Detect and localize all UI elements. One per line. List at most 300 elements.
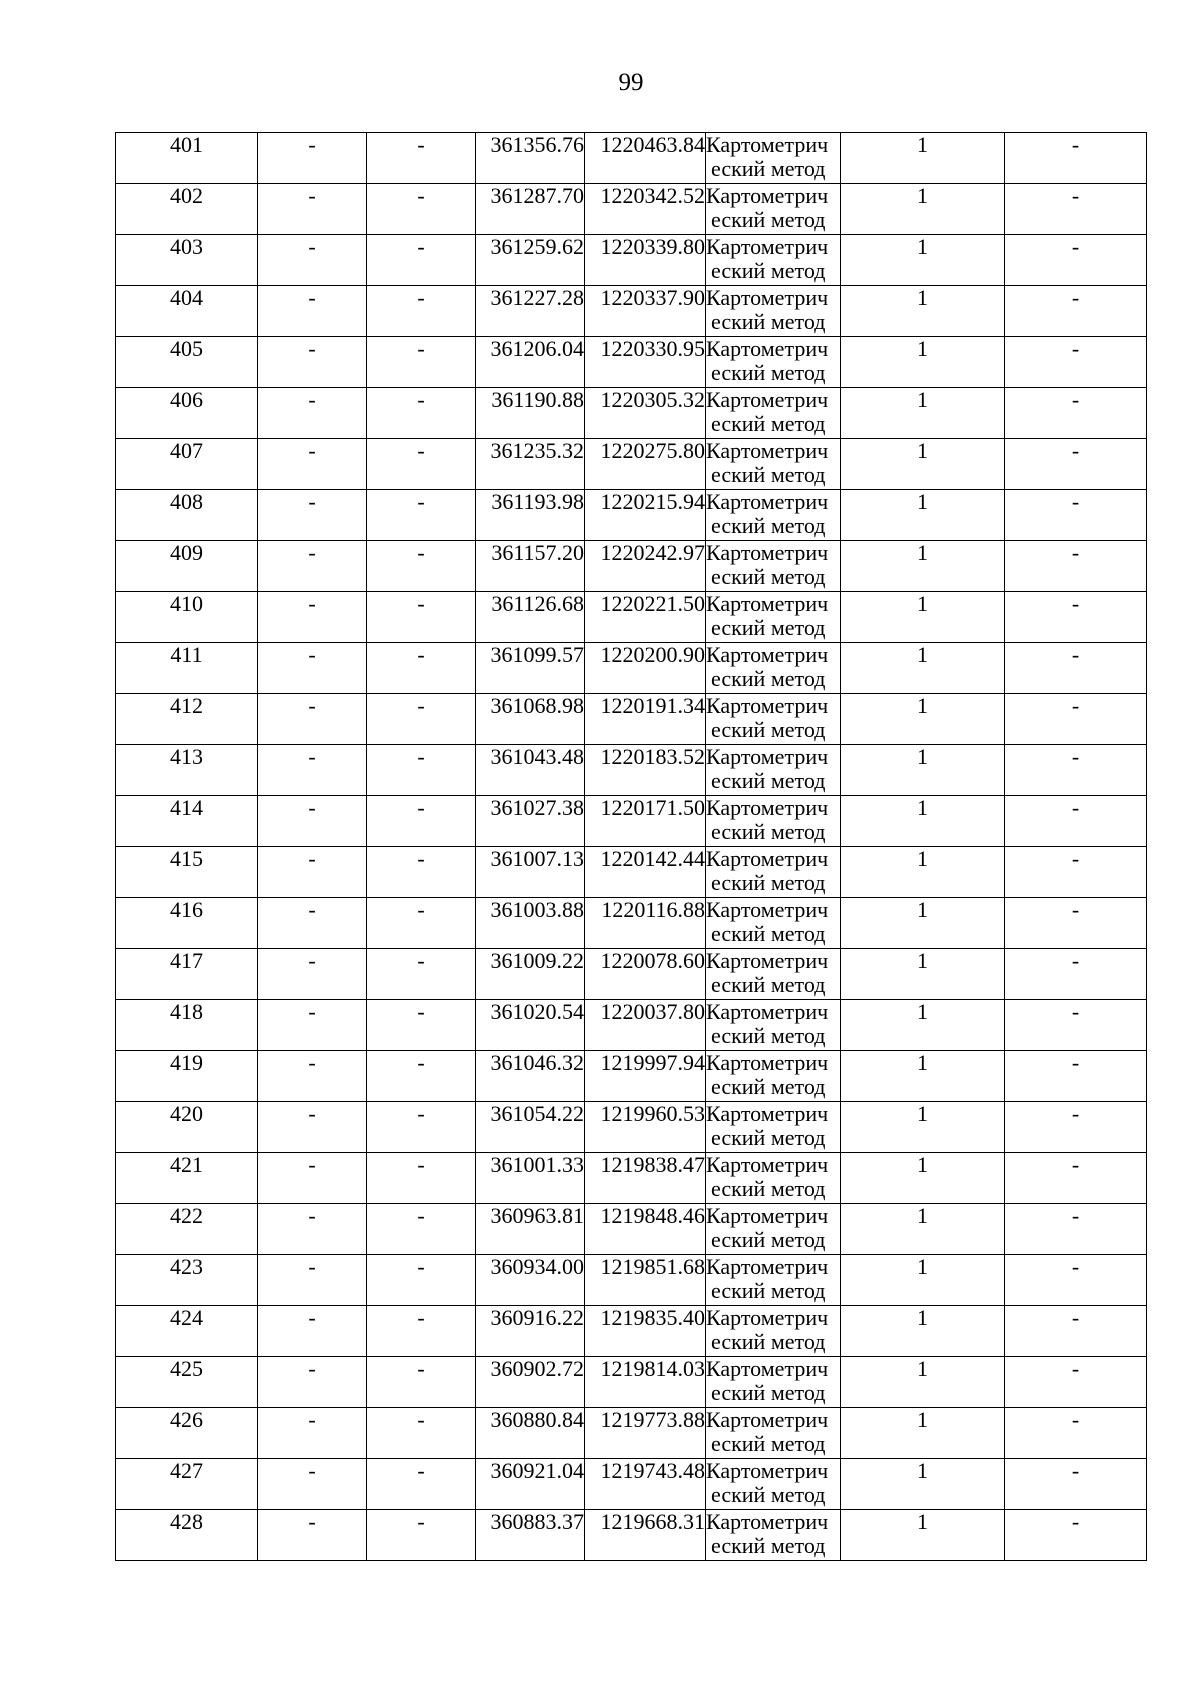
column-3-cell: - xyxy=(367,1153,476,1204)
column-3-cell: - xyxy=(367,796,476,847)
column-8-cell: - xyxy=(1005,1306,1147,1357)
column-3-cell: - xyxy=(367,133,476,184)
method-cell xyxy=(706,1357,841,1408)
point-number-cell: 421 xyxy=(116,1153,258,1204)
y-coordinate-cell: 1220215.94 xyxy=(585,490,706,541)
method-cell xyxy=(706,1051,841,1102)
method-cell xyxy=(706,745,841,796)
method-cell xyxy=(706,286,841,337)
y-coordinate-cell: 1220078.60 xyxy=(585,949,706,1000)
column-3-cell: - xyxy=(367,388,476,439)
method-text-line-2: еский метод xyxy=(711,1278,826,1303)
column-8-cell: - xyxy=(1005,694,1147,745)
point-number-cell: 419 xyxy=(116,1051,258,1102)
table-row xyxy=(116,1459,1147,1510)
column-2-cell: - xyxy=(258,133,367,184)
accuracy-cell: 1 xyxy=(841,235,1005,286)
method-text-line-1: Картометрич xyxy=(706,1407,829,1432)
column-8-cell: - xyxy=(1005,1255,1147,1306)
method-cell xyxy=(706,949,841,1000)
accuracy-cell: 1 xyxy=(841,745,1005,796)
y-coordinate-cell: 1220337.90 xyxy=(585,286,706,337)
table-row xyxy=(116,1204,1147,1255)
table-row xyxy=(116,439,1147,490)
y-coordinate-cell: 1220037.80 xyxy=(585,1000,706,1051)
method-text-line-1: Картометрич xyxy=(706,489,829,514)
accuracy-cell: 1 xyxy=(841,490,1005,541)
accuracy-cell: 1 xyxy=(841,1000,1005,1051)
table-row xyxy=(116,1306,1147,1357)
column-2-cell: - xyxy=(258,286,367,337)
column-8-cell: - xyxy=(1005,133,1147,184)
method-text-line-2: еский метод xyxy=(711,207,826,232)
table-row xyxy=(116,541,1147,592)
accuracy-cell: 1 xyxy=(841,541,1005,592)
method-text-line-2: еский метод xyxy=(711,1176,826,1201)
y-coordinate-cell: 1219960.53 xyxy=(585,1102,706,1153)
table-row xyxy=(116,745,1147,796)
method-text-line-2: еский метод xyxy=(711,258,826,283)
table-row xyxy=(116,1408,1147,1459)
point-number-cell: 415 xyxy=(116,847,258,898)
point-number-cell: 424 xyxy=(116,1306,258,1357)
point-number-cell: 406 xyxy=(116,388,258,439)
method-text-line-2: еский метод xyxy=(711,1533,826,1558)
table-row xyxy=(116,184,1147,235)
accuracy-cell: 1 xyxy=(841,898,1005,949)
column-8-cell: - xyxy=(1005,235,1147,286)
method-text-line-1: Картометрич xyxy=(706,183,829,208)
method-text-line-1: Картометрич xyxy=(706,234,829,259)
column-8-cell: - xyxy=(1005,1102,1147,1153)
point-number-cell: 417 xyxy=(116,949,258,1000)
table-row xyxy=(116,643,1147,694)
table-row xyxy=(116,796,1147,847)
method-text-line-1: Картометрич xyxy=(706,948,829,973)
point-number-cell: 412 xyxy=(116,694,258,745)
method-text-line-1: Картометрич xyxy=(706,1050,829,1075)
column-2-cell: - xyxy=(258,1510,367,1561)
method-cell xyxy=(706,1102,841,1153)
column-2-cell: - xyxy=(258,1255,367,1306)
column-8-cell: - xyxy=(1005,1510,1147,1561)
y-coordinate-cell: 1220191.34 xyxy=(585,694,706,745)
method-text-line-2: еский метод xyxy=(711,615,826,640)
method-text-line-2: еский метод xyxy=(711,870,826,895)
y-coordinate-cell: 1219814.03 xyxy=(585,1357,706,1408)
column-2-cell: - xyxy=(258,745,367,796)
method-cell xyxy=(706,541,841,592)
method-cell xyxy=(706,1000,841,1051)
method-cell xyxy=(706,592,841,643)
method-text-line-2: еский метод xyxy=(711,462,826,487)
x-coordinate-cell: 361099.57 xyxy=(476,643,585,694)
accuracy-cell: 1 xyxy=(841,1306,1005,1357)
column-2-cell: - xyxy=(258,694,367,745)
method-text-line-1: Картометрич xyxy=(706,795,829,820)
column-8-cell: - xyxy=(1005,592,1147,643)
method-cell xyxy=(706,490,841,541)
method-text-line-2: еский метод xyxy=(711,921,826,946)
method-text-line-1: Картометрич xyxy=(706,642,829,667)
method-text-line-2: еский метод xyxy=(711,1023,826,1048)
column-8-cell: - xyxy=(1005,1357,1147,1408)
column-8-cell: - xyxy=(1005,541,1147,592)
method-cell xyxy=(706,1510,841,1561)
method-cell xyxy=(706,388,841,439)
method-cell xyxy=(706,133,841,184)
accuracy-cell: 1 xyxy=(841,949,1005,1000)
accuracy-cell: 1 xyxy=(841,847,1005,898)
accuracy-cell: 1 xyxy=(841,694,1005,745)
x-coordinate-cell: 361190.88 xyxy=(476,388,585,439)
table-row xyxy=(116,1051,1147,1102)
y-coordinate-cell: 1219851.68 xyxy=(585,1255,706,1306)
method-text-line-1: Картометрич xyxy=(706,132,829,157)
column-2-cell: - xyxy=(258,1204,367,1255)
column-2-cell: - xyxy=(258,1000,367,1051)
accuracy-cell: 1 xyxy=(841,1204,1005,1255)
point-number-cell: 410 xyxy=(116,592,258,643)
point-number-cell: 427 xyxy=(116,1459,258,1510)
method-cell xyxy=(706,184,841,235)
accuracy-cell: 1 xyxy=(841,388,1005,439)
x-coordinate-cell: 360916.22 xyxy=(476,1306,585,1357)
point-number-cell: 428 xyxy=(116,1510,258,1561)
accuracy-cell: 1 xyxy=(841,592,1005,643)
method-cell xyxy=(706,796,841,847)
x-coordinate-cell: 360880.84 xyxy=(476,1408,585,1459)
column-3-cell: - xyxy=(367,592,476,643)
method-cell xyxy=(706,235,841,286)
column-3-cell: - xyxy=(367,1255,476,1306)
column-8-cell: - xyxy=(1005,388,1147,439)
column-2-cell: - xyxy=(258,643,367,694)
table-row xyxy=(116,133,1147,184)
method-cell xyxy=(706,1306,841,1357)
method-text-line-1: Картометрич xyxy=(706,1101,829,1126)
column-2-cell: - xyxy=(258,796,367,847)
table-row xyxy=(116,337,1147,388)
table-row xyxy=(116,592,1147,643)
x-coordinate-cell: 361126.68 xyxy=(476,592,585,643)
accuracy-cell: 1 xyxy=(841,1255,1005,1306)
column-3-cell: - xyxy=(367,694,476,745)
column-3-cell: - xyxy=(367,541,476,592)
table-body xyxy=(116,133,1147,1561)
method-text-line-1: Картометрич xyxy=(706,897,829,922)
method-text-line-2: еский метод xyxy=(711,768,826,793)
column-2-cell: - xyxy=(258,337,367,388)
column-3-cell: - xyxy=(367,490,476,541)
method-text-line-2: еский метод xyxy=(711,972,826,997)
y-coordinate-cell: 1219848.46 xyxy=(585,1204,706,1255)
accuracy-cell: 1 xyxy=(841,184,1005,235)
y-coordinate-cell: 1219668.31 xyxy=(585,1510,706,1561)
x-coordinate-cell: 360883.37 xyxy=(476,1510,585,1561)
y-coordinate-cell: 1220171.50 xyxy=(585,796,706,847)
x-coordinate-cell: 361020.54 xyxy=(476,1000,585,1051)
point-number-cell: 414 xyxy=(116,796,258,847)
point-number-cell: 413 xyxy=(116,745,258,796)
column-2-cell: - xyxy=(258,1357,367,1408)
y-coordinate-cell: 1220305.32 xyxy=(585,388,706,439)
table-row xyxy=(116,490,1147,541)
column-2-cell: - xyxy=(258,949,367,1000)
method-text-line-1: Картометрич xyxy=(706,744,829,769)
page-number: 99 xyxy=(618,69,644,96)
method-text-line-2: еский метод xyxy=(711,1482,826,1507)
column-3-cell: - xyxy=(367,1408,476,1459)
accuracy-cell: 1 xyxy=(841,643,1005,694)
x-coordinate-cell: 361356.76 xyxy=(476,133,585,184)
point-number-cell: 420 xyxy=(116,1102,258,1153)
method-text-line-1: Картометрич xyxy=(706,540,829,565)
y-coordinate-cell: 1219835.40 xyxy=(585,1306,706,1357)
method-text-line-1: Картометрич xyxy=(706,846,829,871)
table-row xyxy=(116,388,1147,439)
method-text-line-1: Картометрич xyxy=(706,336,829,361)
x-coordinate-cell: 361068.98 xyxy=(476,694,585,745)
column-8-cell: - xyxy=(1005,949,1147,1000)
column-3-cell: - xyxy=(367,949,476,1000)
column-3-cell: - xyxy=(367,1102,476,1153)
column-3-cell: - xyxy=(367,1357,476,1408)
method-text-line-2: еский метод xyxy=(711,564,826,589)
y-coordinate-cell: 1219773.88 xyxy=(585,1408,706,1459)
point-number-cell: 423 xyxy=(116,1255,258,1306)
point-number-cell: 402 xyxy=(116,184,258,235)
method-text-line-1: Картометрич xyxy=(706,1254,829,1279)
table-row xyxy=(116,694,1147,745)
method-cell xyxy=(706,847,841,898)
method-text-line-2: еский метод xyxy=(711,666,826,691)
point-number-cell: 409 xyxy=(116,541,258,592)
accuracy-cell: 1 xyxy=(841,796,1005,847)
table-row xyxy=(116,286,1147,337)
column-8-cell: - xyxy=(1005,439,1147,490)
column-2-cell: - xyxy=(258,388,367,439)
x-coordinate-cell: 360934.00 xyxy=(476,1255,585,1306)
method-cell xyxy=(706,1204,841,1255)
column-3-cell: - xyxy=(367,847,476,898)
x-coordinate-cell: 361054.22 xyxy=(476,1102,585,1153)
table-row xyxy=(116,1357,1147,1408)
accuracy-cell: 1 xyxy=(841,1153,1005,1204)
y-coordinate-cell: 1220200.90 xyxy=(585,643,706,694)
column-2-cell: - xyxy=(258,1102,367,1153)
point-number-cell: 425 xyxy=(116,1357,258,1408)
point-number-cell: 403 xyxy=(116,235,258,286)
point-number-cell: 401 xyxy=(116,133,258,184)
x-coordinate-cell: 361287.70 xyxy=(476,184,585,235)
point-number-cell: 405 xyxy=(116,337,258,388)
method-text-line-2: еский метод xyxy=(711,819,826,844)
column-3-cell: - xyxy=(367,745,476,796)
point-number-cell: 416 xyxy=(116,898,258,949)
method-text-line-1: Картометрич xyxy=(706,285,829,310)
table-row xyxy=(116,1255,1147,1306)
method-cell xyxy=(706,337,841,388)
column-3-cell: - xyxy=(367,286,476,337)
x-coordinate-cell: 361235.32 xyxy=(476,439,585,490)
y-coordinate-cell: 1220116.88 xyxy=(585,898,706,949)
table-row xyxy=(116,898,1147,949)
accuracy-cell: 1 xyxy=(841,337,1005,388)
point-number-cell: 404 xyxy=(116,286,258,337)
column-8-cell: - xyxy=(1005,1408,1147,1459)
method-text-line-1: Картометрич xyxy=(706,1458,829,1483)
table-row xyxy=(116,1153,1147,1204)
table-row xyxy=(116,949,1147,1000)
column-8-cell: - xyxy=(1005,1459,1147,1510)
column-2-cell: - xyxy=(258,541,367,592)
column-8-cell: - xyxy=(1005,796,1147,847)
column-3-cell: - xyxy=(367,1510,476,1561)
column-8-cell: - xyxy=(1005,1051,1147,1102)
x-coordinate-cell: 361009.22 xyxy=(476,949,585,1000)
column-2-cell: - xyxy=(258,1408,367,1459)
method-cell xyxy=(706,898,841,949)
method-text-line-1: Картометрич xyxy=(706,1509,829,1534)
column-2-cell: - xyxy=(258,1459,367,1510)
method-cell xyxy=(706,643,841,694)
x-coordinate-cell: 361259.62 xyxy=(476,235,585,286)
method-text-line-2: еский метод xyxy=(711,1227,826,1252)
method-text-line-1: Картометрич xyxy=(706,591,829,616)
column-8-cell: - xyxy=(1005,898,1147,949)
point-number-cell: 408 xyxy=(116,490,258,541)
method-text-line-2: еский метод xyxy=(711,411,826,436)
column-3-cell: - xyxy=(367,1204,476,1255)
y-coordinate-cell: 1220339.80 xyxy=(585,235,706,286)
column-3-cell: - xyxy=(367,439,476,490)
method-text-line-2: еский метод xyxy=(711,1380,826,1405)
column-3-cell: - xyxy=(367,184,476,235)
table-row xyxy=(116,235,1147,286)
accuracy-cell: 1 xyxy=(841,1357,1005,1408)
x-coordinate-cell: 361001.33 xyxy=(476,1153,585,1204)
point-number-cell: 422 xyxy=(116,1204,258,1255)
method-cell xyxy=(706,1408,841,1459)
column-8-cell: - xyxy=(1005,1153,1147,1204)
accuracy-cell: 1 xyxy=(841,286,1005,337)
column-2-cell: - xyxy=(258,439,367,490)
y-coordinate-cell: 1219838.47 xyxy=(585,1153,706,1204)
accuracy-cell: 1 xyxy=(841,1051,1005,1102)
column-8-cell: - xyxy=(1005,184,1147,235)
column-2-cell: - xyxy=(258,490,367,541)
table-row xyxy=(116,847,1147,898)
column-3-cell: - xyxy=(367,1051,476,1102)
table-row xyxy=(116,1510,1147,1561)
column-3-cell: - xyxy=(367,1306,476,1357)
column-8-cell: - xyxy=(1005,286,1147,337)
method-text-line-1: Картометрич xyxy=(706,1356,829,1381)
method-cell xyxy=(706,1459,841,1510)
column-8-cell: - xyxy=(1005,490,1147,541)
method-text-line-2: еский метод xyxy=(711,360,826,385)
x-coordinate-cell: 361003.88 xyxy=(476,898,585,949)
x-coordinate-cell: 361157.20 xyxy=(476,541,585,592)
accuracy-cell: 1 xyxy=(841,1459,1005,1510)
x-coordinate-cell: 361046.32 xyxy=(476,1051,585,1102)
point-number-cell: 407 xyxy=(116,439,258,490)
column-3-cell: - xyxy=(367,337,476,388)
y-coordinate-cell: 1220242.97 xyxy=(585,541,706,592)
method-cell xyxy=(706,1153,841,1204)
y-coordinate-cell: 1220342.52 xyxy=(585,184,706,235)
y-coordinate-cell: 1220330.95 xyxy=(585,337,706,388)
accuracy-cell: 1 xyxy=(841,133,1005,184)
column-2-cell: - xyxy=(258,847,367,898)
method-text-line-2: еский метод xyxy=(711,156,826,181)
coordinates-table xyxy=(115,132,1147,1561)
column-2-cell: - xyxy=(258,592,367,643)
method-text-line-1: Картометрич xyxy=(706,438,829,463)
table-row xyxy=(116,1102,1147,1153)
column-2-cell: - xyxy=(258,1153,367,1204)
accuracy-cell: 1 xyxy=(841,439,1005,490)
column-8-cell: - xyxy=(1005,1000,1147,1051)
method-text-line-1: Картометрич xyxy=(706,999,829,1024)
y-coordinate-cell: 1219997.94 xyxy=(585,1051,706,1102)
x-coordinate-cell: 361206.04 xyxy=(476,337,585,388)
x-coordinate-cell: 360921.04 xyxy=(476,1459,585,1510)
method-text-line-1: Картометрич xyxy=(706,1305,829,1330)
point-number-cell: 411 xyxy=(116,643,258,694)
y-coordinate-cell: 1220142.44 xyxy=(585,847,706,898)
method-text-line-1: Картометрич xyxy=(706,693,829,718)
point-number-cell: 426 xyxy=(116,1408,258,1459)
x-coordinate-cell: 360902.72 xyxy=(476,1357,585,1408)
point-number-cell: 418 xyxy=(116,1000,258,1051)
column-2-cell: - xyxy=(258,898,367,949)
x-coordinate-cell: 361043.48 xyxy=(476,745,585,796)
method-text-line-2: еский метод xyxy=(711,1329,826,1354)
accuracy-cell: 1 xyxy=(841,1408,1005,1459)
method-text-line-2: еский метод xyxy=(711,513,826,538)
column-2-cell: - xyxy=(258,184,367,235)
x-coordinate-cell: 361193.98 xyxy=(476,490,585,541)
column-2-cell: - xyxy=(258,1306,367,1357)
column-3-cell: - xyxy=(367,643,476,694)
x-coordinate-cell: 361007.13 xyxy=(476,847,585,898)
x-coordinate-cell: 361227.28 xyxy=(476,286,585,337)
method-cell xyxy=(706,694,841,745)
y-coordinate-cell: 1220183.52 xyxy=(585,745,706,796)
method-text-line-1: Картометрич xyxy=(706,387,829,412)
method-text-line-2: еский метод xyxy=(711,1125,826,1150)
x-coordinate-cell: 361027.38 xyxy=(476,796,585,847)
column-3-cell: - xyxy=(367,898,476,949)
accuracy-cell: 1 xyxy=(841,1510,1005,1561)
y-coordinate-cell: 1220275.80 xyxy=(585,439,706,490)
column-3-cell: - xyxy=(367,235,476,286)
y-coordinate-cell: 1220221.50 xyxy=(585,592,706,643)
column-3-cell: - xyxy=(367,1459,476,1510)
method-text-line-1: Картометрич xyxy=(706,1203,829,1228)
column-8-cell: - xyxy=(1005,643,1147,694)
y-coordinate-cell: 1219743.48 xyxy=(585,1459,706,1510)
method-text-line-2: еский метод xyxy=(711,1431,826,1456)
column-8-cell: - xyxy=(1005,1204,1147,1255)
x-coordinate-cell: 360963.81 xyxy=(476,1204,585,1255)
method-cell xyxy=(706,439,841,490)
method-text-line-2: еский метод xyxy=(711,717,826,742)
column-8-cell: - xyxy=(1005,847,1147,898)
method-text-line-2: еский метод xyxy=(711,309,826,334)
